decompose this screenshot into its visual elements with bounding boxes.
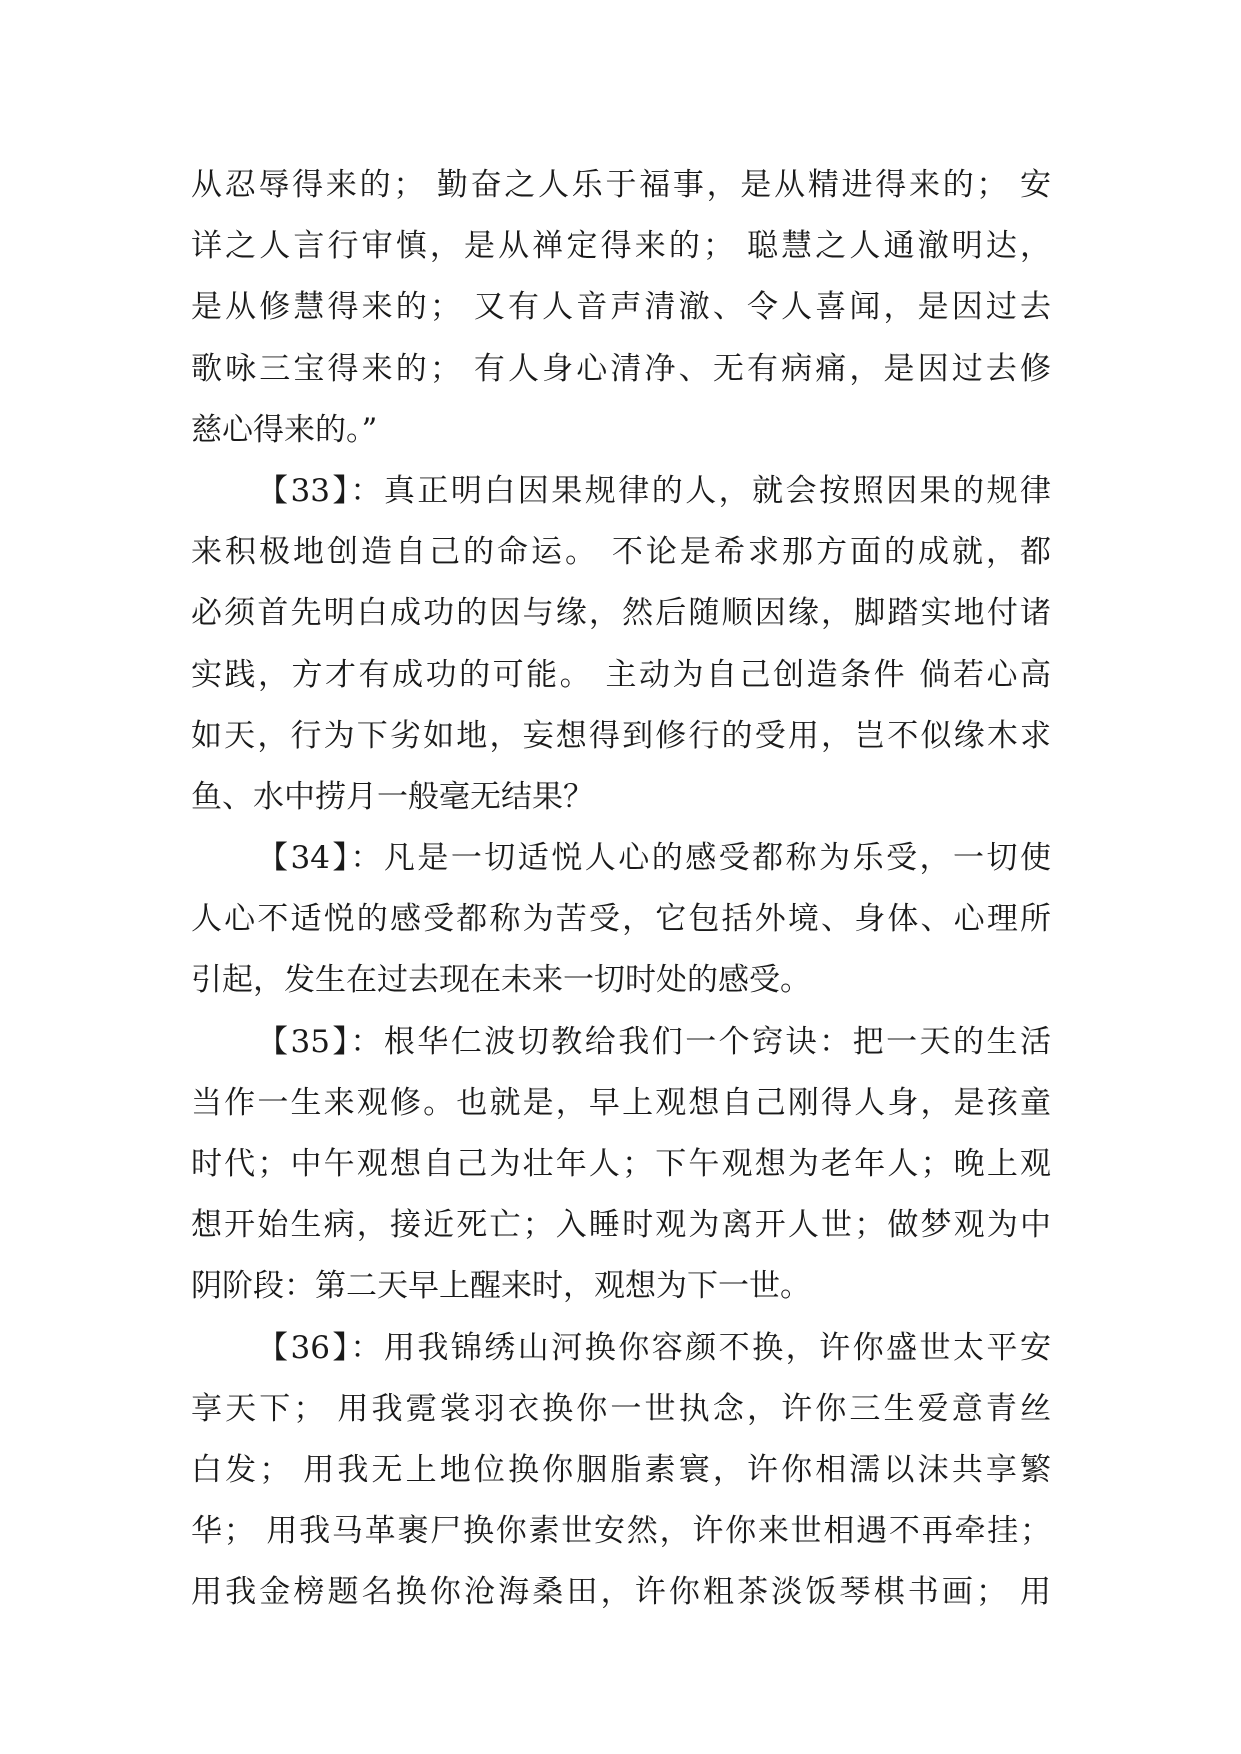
text-line: 想开始生病，接近死亡；入睡时观为离开人世；做梦观为中 (191, 1207, 1051, 1244)
paragraph-33-line: 【33】：真正明白因果规律的人，就会按照因果的规律 (257, 472, 1051, 509)
text-line: 时代；中午观想自己为壮年人；下午观想为老年人；晚上观 (191, 1146, 1051, 1182)
text-line: 来积极地创造自己的命运。 不论是希求那方面的成就，都 (191, 534, 1051, 571)
text-line: 享天下； 用我霓裳羽衣换你一世执念，许你三生爱意青丝 (191, 1390, 1051, 1427)
text-line: 阴阶段：第二天早上醒来时，观想为下一世。 (191, 1268, 811, 1305)
body-text (191, 155, 1051, 1624)
text-line: 人心不适悦的感受都称为苦受，它包括外境、身体、心理所 (191, 901, 1051, 938)
text-line: 引起，发生在过去现在未来一切时处的感受。 (191, 962, 811, 999)
paragraph-35-line: 【35】：根华仁波切教给我们一个窍诀：把一天的生活 (257, 1023, 1051, 1060)
paragraph-36-line: 【36】：用我锦绣山河换你容颜不换，许你盛世太平安 (257, 1329, 1051, 1366)
text-line: 歌咏三宝得来的； 有人身心清净、无有病痛，是因过去修 (191, 350, 1051, 387)
text-line: 如天，行为下劣如地，妄想得到修行的受用，岂不似缘木求 (191, 717, 1051, 754)
text-line: 是从修慧得来的； 又有人音声清澈、令人喜闻，是因过去 (191, 289, 1051, 326)
text-line: 用我金榜题名换你沧海桑田，许你粗茶淡饭琴棋书画； 用 (191, 1574, 1051, 1611)
text-line: 从忍辱得来的； 勤奋之人乐于福事，是从精进得来的； 安 (191, 167, 1051, 203)
text-line: 当作一生来观修。也就是，早上观想自己刚得人身，是孩童 (191, 1084, 1051, 1121)
paragraph-34-line: 【34】：凡是一切适悦人心的感受都称为乐受，一切使 (257, 840, 1051, 877)
text-line: 鱼、水中捞月一般毫无结果？ (191, 778, 594, 815)
text-line: 慈心得来的。” (191, 411, 378, 448)
text-line: 必须首先明白成功的因与缘，然后随顺因缘，脚踏实地付诸 (191, 595, 1051, 632)
text-line: 实践，方才有成功的可能。 主动为自己创造条件 倘若心高 (191, 656, 1051, 693)
text-line: 详之人言行审慎，是从禅定得来的； 聪慧之人通澈明达， (191, 228, 1051, 265)
text-line: 白发； 用我无上地位换你胭脂素寰，许你相濡以沫共享繁 (191, 1451, 1051, 1488)
text-line: 华； 用我马革裹尸换你素世安然，许你来世相遇不再牵挂； (191, 1513, 1051, 1550)
